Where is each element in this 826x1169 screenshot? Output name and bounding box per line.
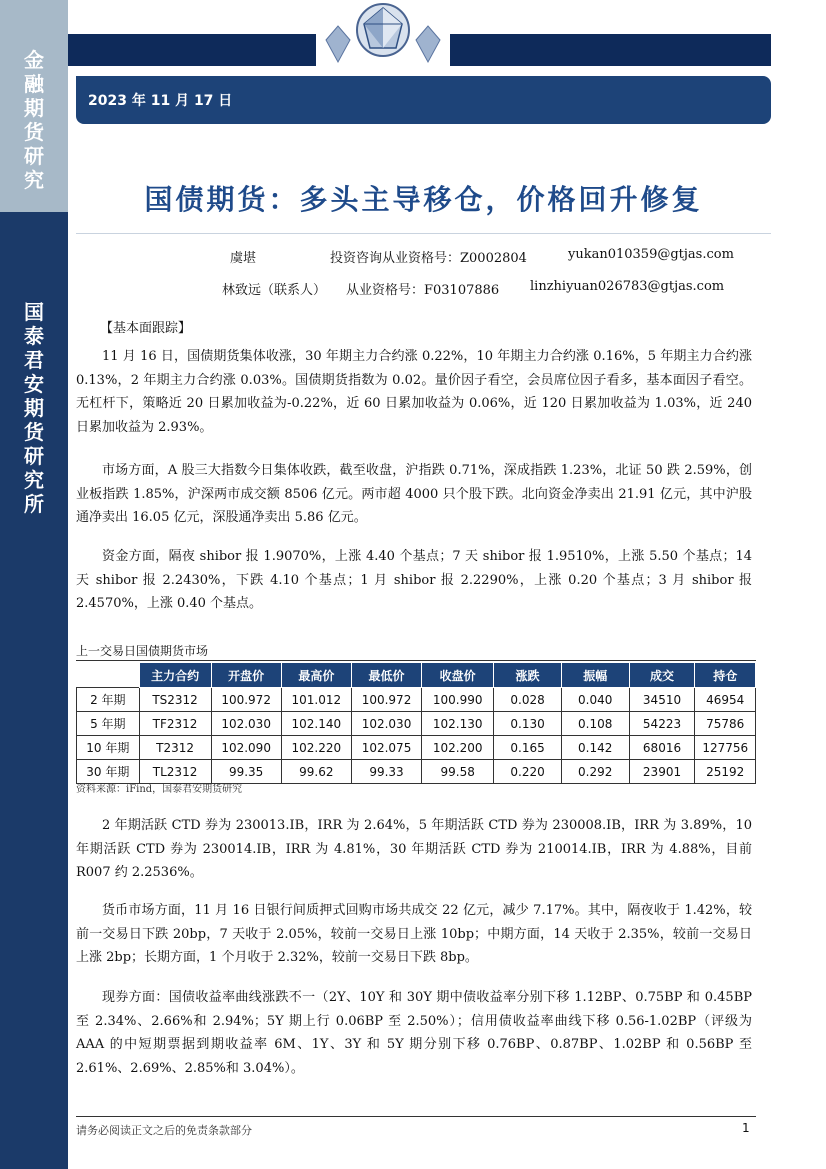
sidebar-bottom-label: 国泰君安期货研究所 <box>24 300 44 516</box>
table-term-cell: 10 年期 <box>77 736 140 760</box>
table-cell: TL2312 <box>139 760 211 784</box>
author-qualification: 投资咨询从业资格号：Z0002804 <box>330 251 527 266</box>
table-source-note: 资料来源：iFind，国泰君安期货研究 <box>76 784 243 795</box>
diamond-emblem-icon <box>316 0 450 70</box>
table-term-cell: 2 年期 <box>77 688 140 712</box>
table-cell: 25192 <box>695 760 756 784</box>
title-divider <box>76 233 771 234</box>
table-cell: 102.030 <box>211 712 281 736</box>
paragraph-ctd: 2 年期活跃 CTD 券为 230013.IB，IRR 为 2.64%，5 年期活跃 CTD 券为 230008.IB，IRR 为 3.89%，10 年期活跃 CTD 券为 230014.IB，IRR 为 4.81%，30 年期活跃 CTD 券为 210014.IB，IRR 为 4.88%，目前 R007 约 2.2536%。 <box>76 818 752 880</box>
table-cell: 101.012 <box>281 688 351 712</box>
table-cell: 102.090 <box>211 736 281 760</box>
table-cell: 102.030 <box>351 712 421 736</box>
author-email[interactable]: linzhiyuan026783@gtjas.com <box>530 279 725 294</box>
table-cell: 100.972 <box>351 688 421 712</box>
table-cell: 99.35 <box>211 760 281 784</box>
table-header-row <box>77 663 756 688</box>
table-cell: 68016 <box>629 736 695 760</box>
table-header-cell: 涨跌 <box>494 663 562 688</box>
paragraph-market: 市场方面，A 股三大指数今日集体收跌，截至收盘，沪指跌 0.71%，深成指跌 1.23%，北证 50 跌 2.59%，创业板指跌 1.85%，沪深两市成交额 8506 亿元。两市超 4000 只个股下跌。北向资金净卖出 21.91 亿元，其中沪股通净卖出 16.05 亿元，深股通净卖出 5.86 亿元。 <box>76 463 752 525</box>
table-cell: 23901 <box>629 760 695 784</box>
author-row <box>230 247 256 266</box>
table-top-rule <box>76 660 756 661</box>
table-cell: 99.33 <box>351 760 421 784</box>
table-cell: 0.130 <box>494 712 562 736</box>
table-term-cell: 5 年期 <box>77 712 140 736</box>
table-cell: 0.040 <box>561 688 629 712</box>
table-cell: 102.130 <box>422 712 494 736</box>
table-header-cell: 最低价 <box>351 663 421 688</box>
table-cell: 100.972 <box>211 688 281 712</box>
table-row <box>77 712 756 736</box>
report-date: 2023 年 11 月 17 日 <box>88 93 233 109</box>
table-cell: 102.140 <box>281 712 351 736</box>
table-cell: 0.292 <box>561 760 629 784</box>
table-header-cell: 振幅 <box>561 663 629 688</box>
table-cell: 102.200 <box>422 736 494 760</box>
table-header-cell: 成交 <box>629 663 695 688</box>
table-cell: 0.142 <box>561 736 629 760</box>
table-cell: 0.220 <box>494 760 562 784</box>
table-cell: 0.165 <box>494 736 562 760</box>
table-cell: 99.58 <box>422 760 494 784</box>
table-cell: 54223 <box>629 712 695 736</box>
paragraph-cash-bonds: 现券方面：国债收益率曲线涨跌不一（2Y、10Y 和 30Y 期中债收益率分别下移 1.12BP、0.75BP 和 0.45BP 至 2.34%、2.66%和 2.94%；5Y 期上行 0.06BP 至 2.50%）；信用债收益率曲线下移 0.56-1.02BP（评级为 AAA 的中短期票据到期收益率 6M、1Y、3Y 和 5Y 期分别下移 0.76BP、0.87BP、1.02BP 和 0.56BP 至 2.61%、2.69%、2.85%和 3.04%）。 <box>76 990 752 1076</box>
table-cell: 34510 <box>629 688 695 712</box>
section-tag: 【基本面跟踪】 <box>100 321 192 336</box>
table-row <box>77 736 756 760</box>
table-header-cell: 最高价 <box>281 663 351 688</box>
sidebar-bottom <box>0 212 68 1169</box>
table-header-cell: 收盘价 <box>422 663 494 688</box>
paragraph-funding: 资金方面，隔夜 shibor 报 1.9070%，上涨 4.40 个基点；7 天 shibor 报 1.9510%，上涨 5.50 个基点；14 天 shibor 报 2.2430%，下跌 4.10 个基点；1 月 shibor 报 2.2290%，上涨 0.20 个基点；3 月 shibor 报 2.4570%，上涨 0.40 个基点。 <box>76 549 752 611</box>
table-term-cell: 30 年期 <box>77 760 140 784</box>
table-header-cell: 主力合约 <box>139 663 211 688</box>
table-cell: T2312 <box>139 736 211 760</box>
table-cell: 127756 <box>695 736 756 760</box>
page-title: 国债期货：多头主导移仓，价格回升修复 <box>144 183 703 216</box>
table-header-cell: 持仓 <box>695 663 756 688</box>
date-bar <box>76 76 771 124</box>
author-name: 林致远（联系人） <box>222 283 327 298</box>
sidebar-top-label: 金融期货研究 <box>24 48 44 192</box>
paragraph-fundamentals: 11 月 16 日，国债期货集体收涨，30 年期主力合约涨 0.22%，10 年期主力合约涨 0.16%，5 年期主力合约涨 0.13%，2 年期主力合约涨 0.03%。国债期货指数为 0.02。量价因子看空，会员席位因子看多，基本面因子看空。无杠杆下，策略近 20 日累加收益为-0.22%，近 60 日累加收益为 0.06%，近 120 日累加收益为 1.03%，近 240 日累加收益为 2.93%。 <box>76 349 752 435</box>
table-caption: 上一交易日国债期货市场 <box>76 644 209 658</box>
footer-divider <box>76 1116 756 1117</box>
sidebar-top <box>0 0 68 212</box>
table-cell: 102.220 <box>281 736 351 760</box>
table-cell: TS2312 <box>139 688 211 712</box>
table-cell: TF2312 <box>139 712 211 736</box>
author-name: 虞堪 <box>230 251 257 266</box>
table-cell: 0.108 <box>561 712 629 736</box>
page-number: 1 <box>742 1121 750 1135</box>
table-cell: 0.028 <box>494 688 562 712</box>
table-header-blank <box>77 663 140 688</box>
table-cell: 75786 <box>695 712 756 736</box>
table-cell: 100.990 <box>422 688 494 712</box>
futures-market-table <box>76 662 756 784</box>
author-qualification: 从业资格号：F03107886 <box>346 283 500 298</box>
paragraph-money-market: 货币市场方面，11 月 16 日银行间质押式回购市场共成交 22 亿元，减少 7.17%。其中，隔夜收于 1.42%，较前一交易日下跌 20bp，7 天收于 2.05%，较前一交易日上涨 10bp；中期方面，14 天收于 2.35%，较前一交易日上涨 2bp；长期方面，1 个月收于 2.32%，较前一交易日下跌 8bp。 <box>76 903 752 965</box>
author-email[interactable]: yukan010359@gtjas.com <box>568 247 734 262</box>
footer-disclaimer: 请务必阅读正文之后的免责条款部分 <box>76 1124 252 1137</box>
table-row <box>77 688 756 712</box>
table-header-cell: 开盘价 <box>211 663 281 688</box>
table-cell: 99.62 <box>281 760 351 784</box>
table-cell: 46954 <box>695 688 756 712</box>
table-cell: 102.075 <box>351 736 421 760</box>
